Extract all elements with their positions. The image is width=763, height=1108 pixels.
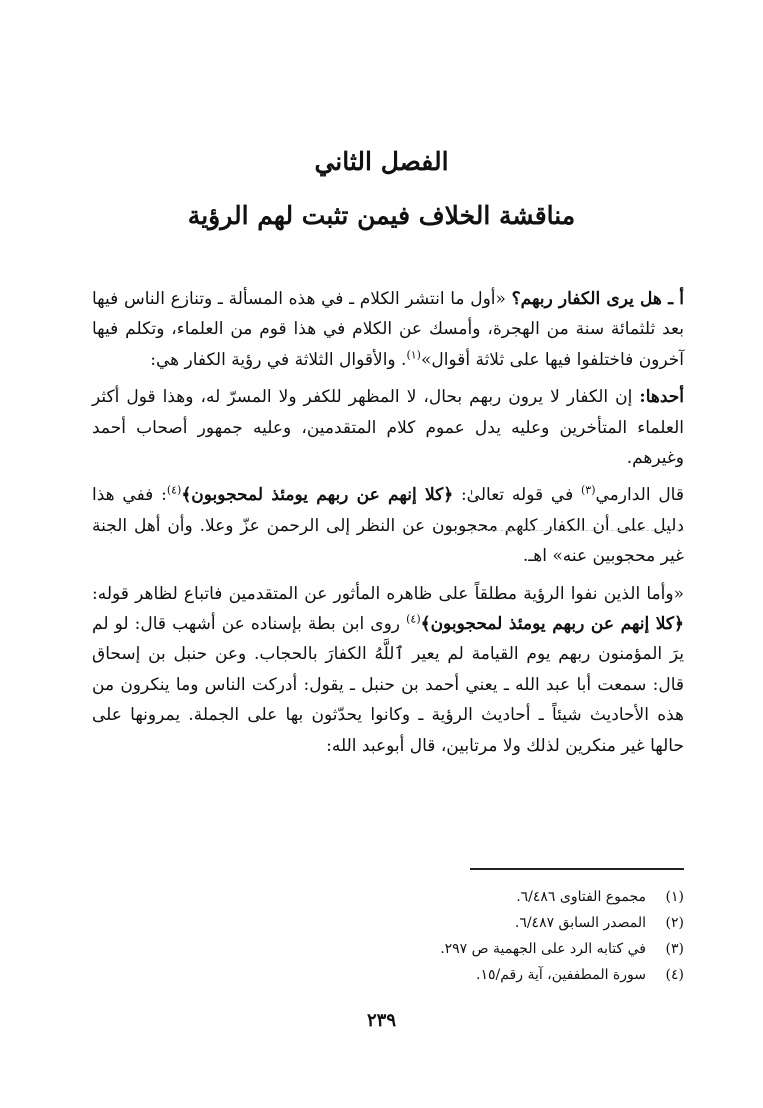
paragraph-3-text-b: في قوله تعالىٰ: [453,485,581,506]
quran-verse: ﴿كلا إنهم عن ربهم يومئذ لمحجوبون﴾ [181,485,454,506]
paragraph-1-text: «أول ما انتشر الكلام ـ في هذه المسألة ـ وتنازع الناس فيها بعد ثلثمائة سنة من الهجرة، وأمسك عن الكلام في هذا قوم من العلماء، وتكلم فيها آخرون فاختلفوا فيها على ثلاثة أقوال» [92,289,684,370]
footnote-item [300,910,684,936]
faint-divider [470,530,684,531]
footnote-number: (٣) [665,941,684,957]
footnote-divider [470,868,684,870]
paragraph-3-text-a: قال الدارمي [595,485,684,506]
footnote-number: (٤) [665,967,684,983]
footnote-text: سورة المطففين، آية رقم/١٥. [476,967,646,983]
footnote-ref-3: (٣) [581,483,596,497]
footnote-text: مجموع الفتاوى ٦/٤٨٦. [516,889,646,905]
paragraph-4 [92,579,684,761]
paragraph-2-text: إن الكفار لا يرون ربهم بحال، لا المظهر للكفر ولا المسرّ له، وهذا قول أكثر العلماء المتأخرين وعليه يدل عموم كلام المتقدمين، وعليه جمهور أصحاب أحمد وغيرهم. [92,387,684,469]
paragraph-2 [92,382,684,473]
footnote-text: في كتابه الرد على الجهمية ص ٢٩٧. [440,941,646,957]
footnotes [300,884,684,988]
footnote-ref-1: (١) [406,348,421,362]
paragraph-4-text-b: روى ابن بطة بإسناده عن أشهب قال: لو لم يرَ المؤمنون ربهم يوم القيامة لم يعير ٱللَّهُ الكفارَ بالحجاب. وعن حنبل بن إسحاق قال: سمعت أبا عبد الله ـ يعني أحمد بن حنبل ـ يقول: أدركت الناس وما ينكرون من هذه الأحاديث شيئاً ـ أحاديث الرؤية ـ وكانوا يحدّثون بها على الجملة. يمرونها على حالها غير منكرين لذلك ولا مرتابين، قال أبوعبد الله: [92,614,684,756]
footnote-item [300,884,684,910]
footnote-text: المصدر السابق ٦/٤٨٧. [514,915,646,931]
chapter-title: الفصل الثاني [314,147,449,176]
footnote-ref-4: (٤) [166,483,182,497]
footnote-number: (٢) [665,915,684,931]
paragraph-2-lead: أحدها: [639,387,684,408]
footnote-item [300,962,684,988]
footnote-number: (١) [665,889,684,905]
page-number: ٢٣٩ [366,1010,396,1031]
chapter-subtitle: مناقشة الخلاف فيمن تثبت لهم الرؤية [187,201,576,230]
paragraph-3 [92,480,684,571]
paragraph-1 [92,284,684,375]
question-heading: أ ـ هل يرى الكفار ربهم؟ [511,289,684,309]
body-text [92,284,684,768]
quran-verse-2: ﴿كلا إنهم عن ربهم يومئذ لمحجوبون﴾ [420,614,684,635]
footnote-item [300,936,684,962]
paragraph-4-text-a: «وأما الذين نفوا الرؤية مطلقاً على ظاهره المأثور عن المتقدمين فاتباع لظاهر قوله: [92,583,684,604]
paragraph-1-tail: . والأقوال الثلاثة في رؤية الكفار هي: [150,349,407,370]
paragraph-3-text-c: : ففي هذا دليل على أن الكفار كلهم محجوبون عن النظر إلى الرحمن عزّ وعلا. وأن أهل الجنة غير محجوبين عنه» اهـ. [92,485,684,567]
footnote-ref-4b: (٤) [406,612,421,626]
